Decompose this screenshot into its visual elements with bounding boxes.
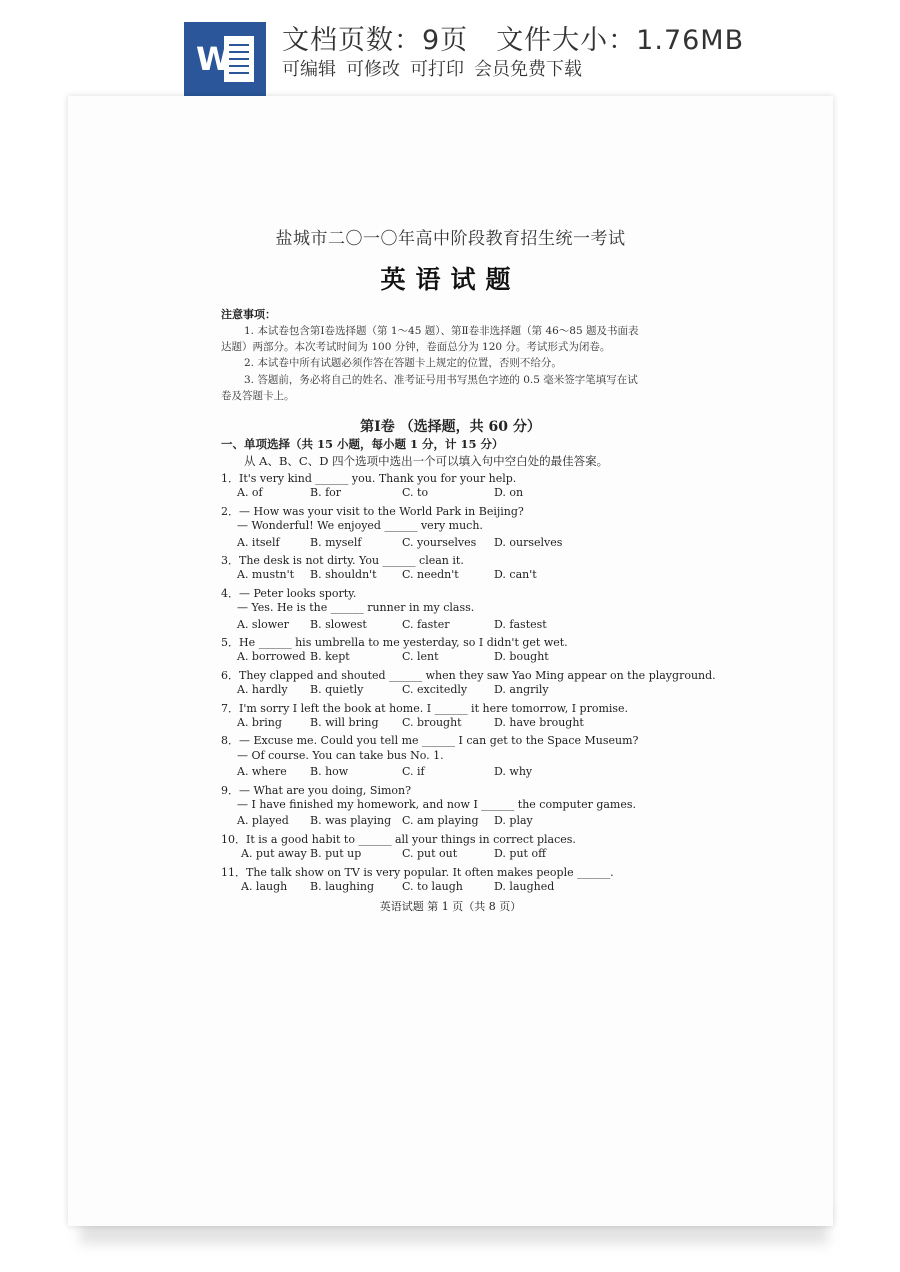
- question-stem: 6．They clapped and shouted ______ when they saw Yao Ming appear on the playground.: [221, 668, 716, 682]
- answer-option: B. quietly: [310, 683, 364, 697]
- answer-option: B. was playing: [310, 814, 392, 828]
- answer-option: C. to laugh: [402, 880, 463, 893]
- answer-option: D. can't: [494, 568, 537, 582]
- feature-printable: 可打印: [410, 59, 464, 80]
- download-header: [0, 0, 900, 96]
- feature-editable: 可编辑: [282, 59, 336, 80]
- notice-line: 卷及答题卡上。: [221, 390, 295, 402]
- subject-title: 英语试题: [380, 265, 521, 294]
- question-stem: 5．He ______ his umbrella to me yesterday, so I didn't get wet.: [221, 636, 568, 649]
- question-stem: 8．— Excuse me. Could you tell me ______ I can get to the Space Museum?: [221, 734, 639, 748]
- word-document-icon: [184, 22, 266, 96]
- file-size: 文件大小：1.76MB: [496, 25, 745, 56]
- question-dialogue-line: — Yes. He is the ______ runner in my class.: [237, 601, 475, 615]
- answer-option: C. to: [402, 486, 429, 500]
- answer-option: B. put up: [310, 847, 362, 861]
- answer-option: D. have brought: [494, 716, 584, 729]
- answer-option: D. play: [494, 814, 533, 828]
- answer-option: B. shouldn't: [310, 568, 377, 582]
- answer-option: B. how: [310, 765, 349, 779]
- answer-option: D. ourselves: [494, 535, 563, 549]
- answer-option: B. kept: [310, 650, 350, 664]
- answer-option: D. on: [494, 486, 524, 500]
- answer-option: D. why: [494, 765, 533, 779]
- answer-option: A. of: [237, 486, 263, 500]
- document-page: [68, 96, 833, 1226]
- question-stem: 1．It's very kind ______ you. Thank you for your help.: [221, 472, 517, 485]
- answer-option: A. where: [237, 765, 287, 779]
- answer-option: A. hardly: [237, 683, 288, 697]
- question-stem: 11．The talk show on TV is very popular. It often makes people ______.: [221, 865, 614, 879]
- exam-title: 盐城市二〇一〇年高中阶段教育招生统一考试: [275, 229, 626, 249]
- feature-member-download: 会员免费下载: [474, 59, 582, 80]
- page-footer: 英语试题 第 1 页（共 8 页）: [379, 900, 522, 913]
- notice-line: 3. 答题前，务必将自己的姓名、准考证号用书写黑色字迹的 0.5 毫米签字笔填写在试: [244, 374, 638, 386]
- answer-option: B. laughing: [310, 880, 375, 893]
- question-stem: 10．It is a good habit to ______ all your things in correct places.: [221, 832, 576, 846]
- notice-heading: 注意事项：: [221, 308, 276, 321]
- answer-option: A. bring: [237, 716, 282, 729]
- notice-line: 1. 本试卷包含第Ⅰ卷选择题（第 1～45 题）、第Ⅱ卷非选择题（第 46～85 题及书面表: [244, 325, 639, 337]
- answer-option: A. slower: [237, 617, 289, 631]
- answer-option: C. faster: [402, 617, 450, 631]
- answer-option: D. bought: [494, 650, 549, 664]
- question-stem: 9．— What are you doing, Simon?: [221, 783, 411, 797]
- answer-option: C. excitedly: [402, 683, 468, 697]
- answer-option: A. played: [237, 814, 289, 828]
- answer-option: C. brought: [402, 716, 462, 729]
- section-instruction: 从 A、B、C、D 四个选项中选出一个可以填入句中空白处的最佳答案。: [244, 454, 609, 468]
- answer-option: C. if: [402, 765, 425, 779]
- question-stem: 3．The desk is not dirty. You ______ clean it.: [221, 554, 464, 567]
- answer-option: B. for: [310, 486, 342, 500]
- notice-line: 2. 本试卷中所有试题必须作答在答题卡上规定的位置，否则不给分。: [244, 357, 562, 369]
- answer-option: C. put out: [402, 847, 458, 861]
- answer-option: A. borrowed: [237, 650, 306, 664]
- answer-option: B. myself: [310, 535, 362, 549]
- answer-option: D. angrily: [494, 683, 549, 697]
- answer-option: A. itself: [237, 535, 280, 549]
- answer-option: D. laughed: [494, 880, 555, 893]
- answer-option: A. mustn't: [237, 568, 295, 582]
- answer-option: D. fastest: [494, 617, 547, 631]
- page-count: 文档页数：9页: [282, 25, 469, 56]
- question-dialogue-line: — Of course. You can take bus No. 1.: [237, 748, 444, 762]
- answer-option: A. laugh: [241, 880, 288, 893]
- word-letter-icon: W: [196, 40, 232, 78]
- answer-option: B. slowest: [310, 617, 367, 631]
- feature-list: [282, 55, 582, 81]
- question-dialogue-line: — I have finished my homework, and now I ______ the computer games.: [237, 798, 637, 811]
- feature-modifiable: 可修改: [346, 59, 400, 80]
- question-stem: 2．— How was your visit to the World Park in Beijing?: [221, 504, 524, 518]
- section-heading: 一、单项选择（共 15 小题，每小题 1 分，计 15 分）: [221, 437, 504, 451]
- part-title: 第Ⅰ卷 （选择题，共 60 分）: [360, 419, 541, 435]
- answer-option: B. will bring: [310, 716, 379, 729]
- answer-option: A. put away: [241, 847, 307, 861]
- answer-option: C. needn't: [402, 568, 459, 582]
- file-meta: [282, 18, 744, 58]
- question-dialogue-line: — Wonderful! We enjoyed ______ very much.: [237, 519, 483, 533]
- question-stem: 4．— Peter looks sporty.: [221, 586, 357, 600]
- answer-option: C. lent: [402, 650, 439, 664]
- notice-line: 达题）两部分。本次考试时间为 100 分钟，卷面总分为 120 分。考试形式为闭卷。: [221, 341, 611, 353]
- question-stem: 7．I'm sorry I left the book at home. I ______ it here tomorrow, I promise.: [221, 701, 629, 715]
- answer-option: C. yourselves: [402, 535, 477, 549]
- answer-option: D. put off: [494, 847, 546, 861]
- answer-option: C. am playing: [402, 814, 479, 828]
